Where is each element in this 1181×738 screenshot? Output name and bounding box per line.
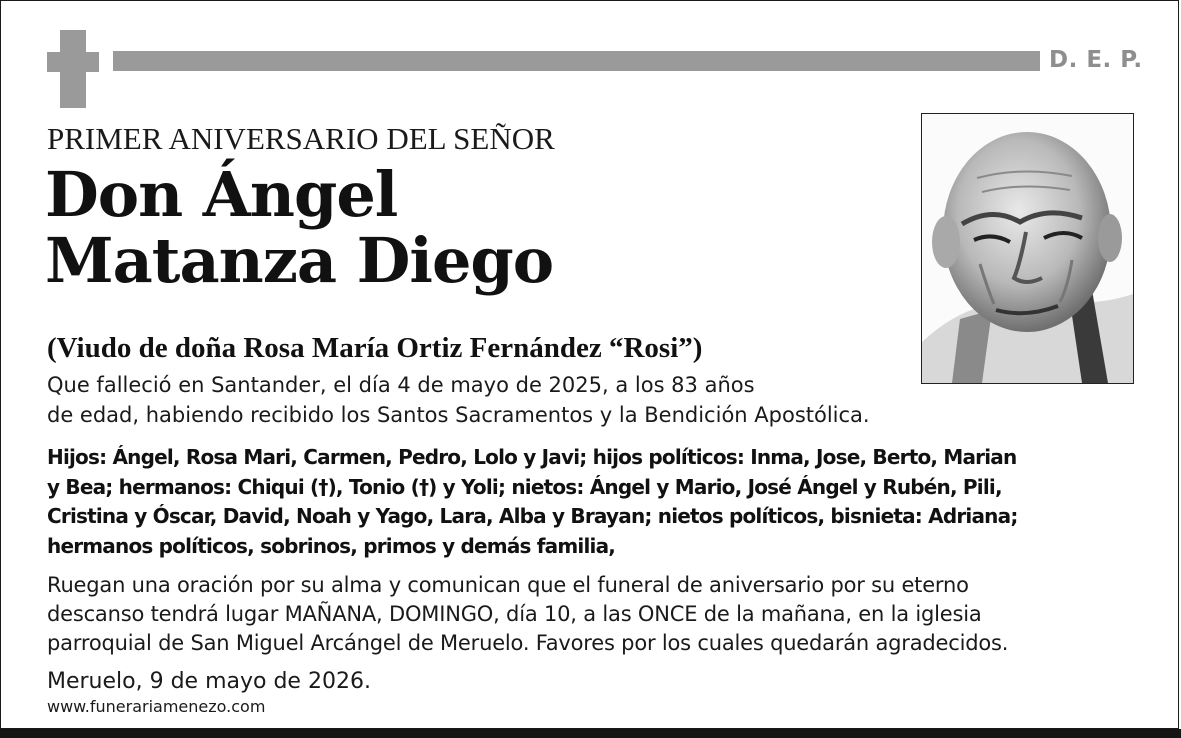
death-info-line-2: de edad, habiendo recibido los Santos Sacramentos y la Bendición Apostólica. <box>47 403 870 427</box>
anniversary-heading: PRIMER ANIVERSARIO DEL SEÑOR <box>47 121 555 156</box>
cross-icon-bar <box>47 52 99 72</box>
funeral-line: parroquial de San Miguel Arcángel de Meruelo. Favores por los cuales quedarán agradecidos. <box>47 631 1009 655</box>
bottom-border <box>0 729 1181 738</box>
funeral-line: descanso tendrá lugar MAÑANA, DOMINGO, día 10, a las ONCE de la mañana, en la iglesia <box>47 602 982 626</box>
name-line-1: Don Ángel <box>45 158 398 231</box>
widower-line: (Viudo de doña Rosa María Ortiz Fernández “Rosi”) <box>47 332 703 364</box>
funeral-announcement <box>47 571 1008 658</box>
portrait-photo <box>921 113 1134 384</box>
header-rule <box>113 51 1040 71</box>
family-line: y Bea; hermanos: Chiqui (†), Tonio (†) y Yoli; nietos: Ángel y Mario, José Ángel y Rubén, Pili, <box>47 474 1002 499</box>
place-date: Meruelo, 9 de mayo de 2026. <box>47 669 371 694</box>
funeral-line: Ruegan una oración por su alma y comunican que el funeral de aniversario por su eterno <box>47 573 969 597</box>
dep-label: D. E. P. <box>1049 47 1143 73</box>
death-info-line-1: Que falleció en Santander, el día 4 de mayo de 2025, a los 83 años <box>47 373 755 397</box>
family-line: hermanos políticos, sobrinos, primos y demás familia, <box>47 533 616 558</box>
portrait-illustration <box>922 114 1133 383</box>
funeral-home-website: www.funerariamenezo.com <box>47 697 266 716</box>
name-line-2: Matanza Diego <box>45 224 554 297</box>
deceased-name <box>45 158 554 297</box>
family-line: Cristina y Óscar, David, Noah y Yago, Lara, Alba y Brayan; nietos políticos, bisnieta: Adriana; <box>47 504 1018 528</box>
family-line: Hijos: Ángel, Rosa Mari, Carmen, Pedro, Lolo y Javi; hijos políticos: Inma, Jose, Berto, Marian <box>47 445 1017 469</box>
family-list <box>47 443 1132 561</box>
